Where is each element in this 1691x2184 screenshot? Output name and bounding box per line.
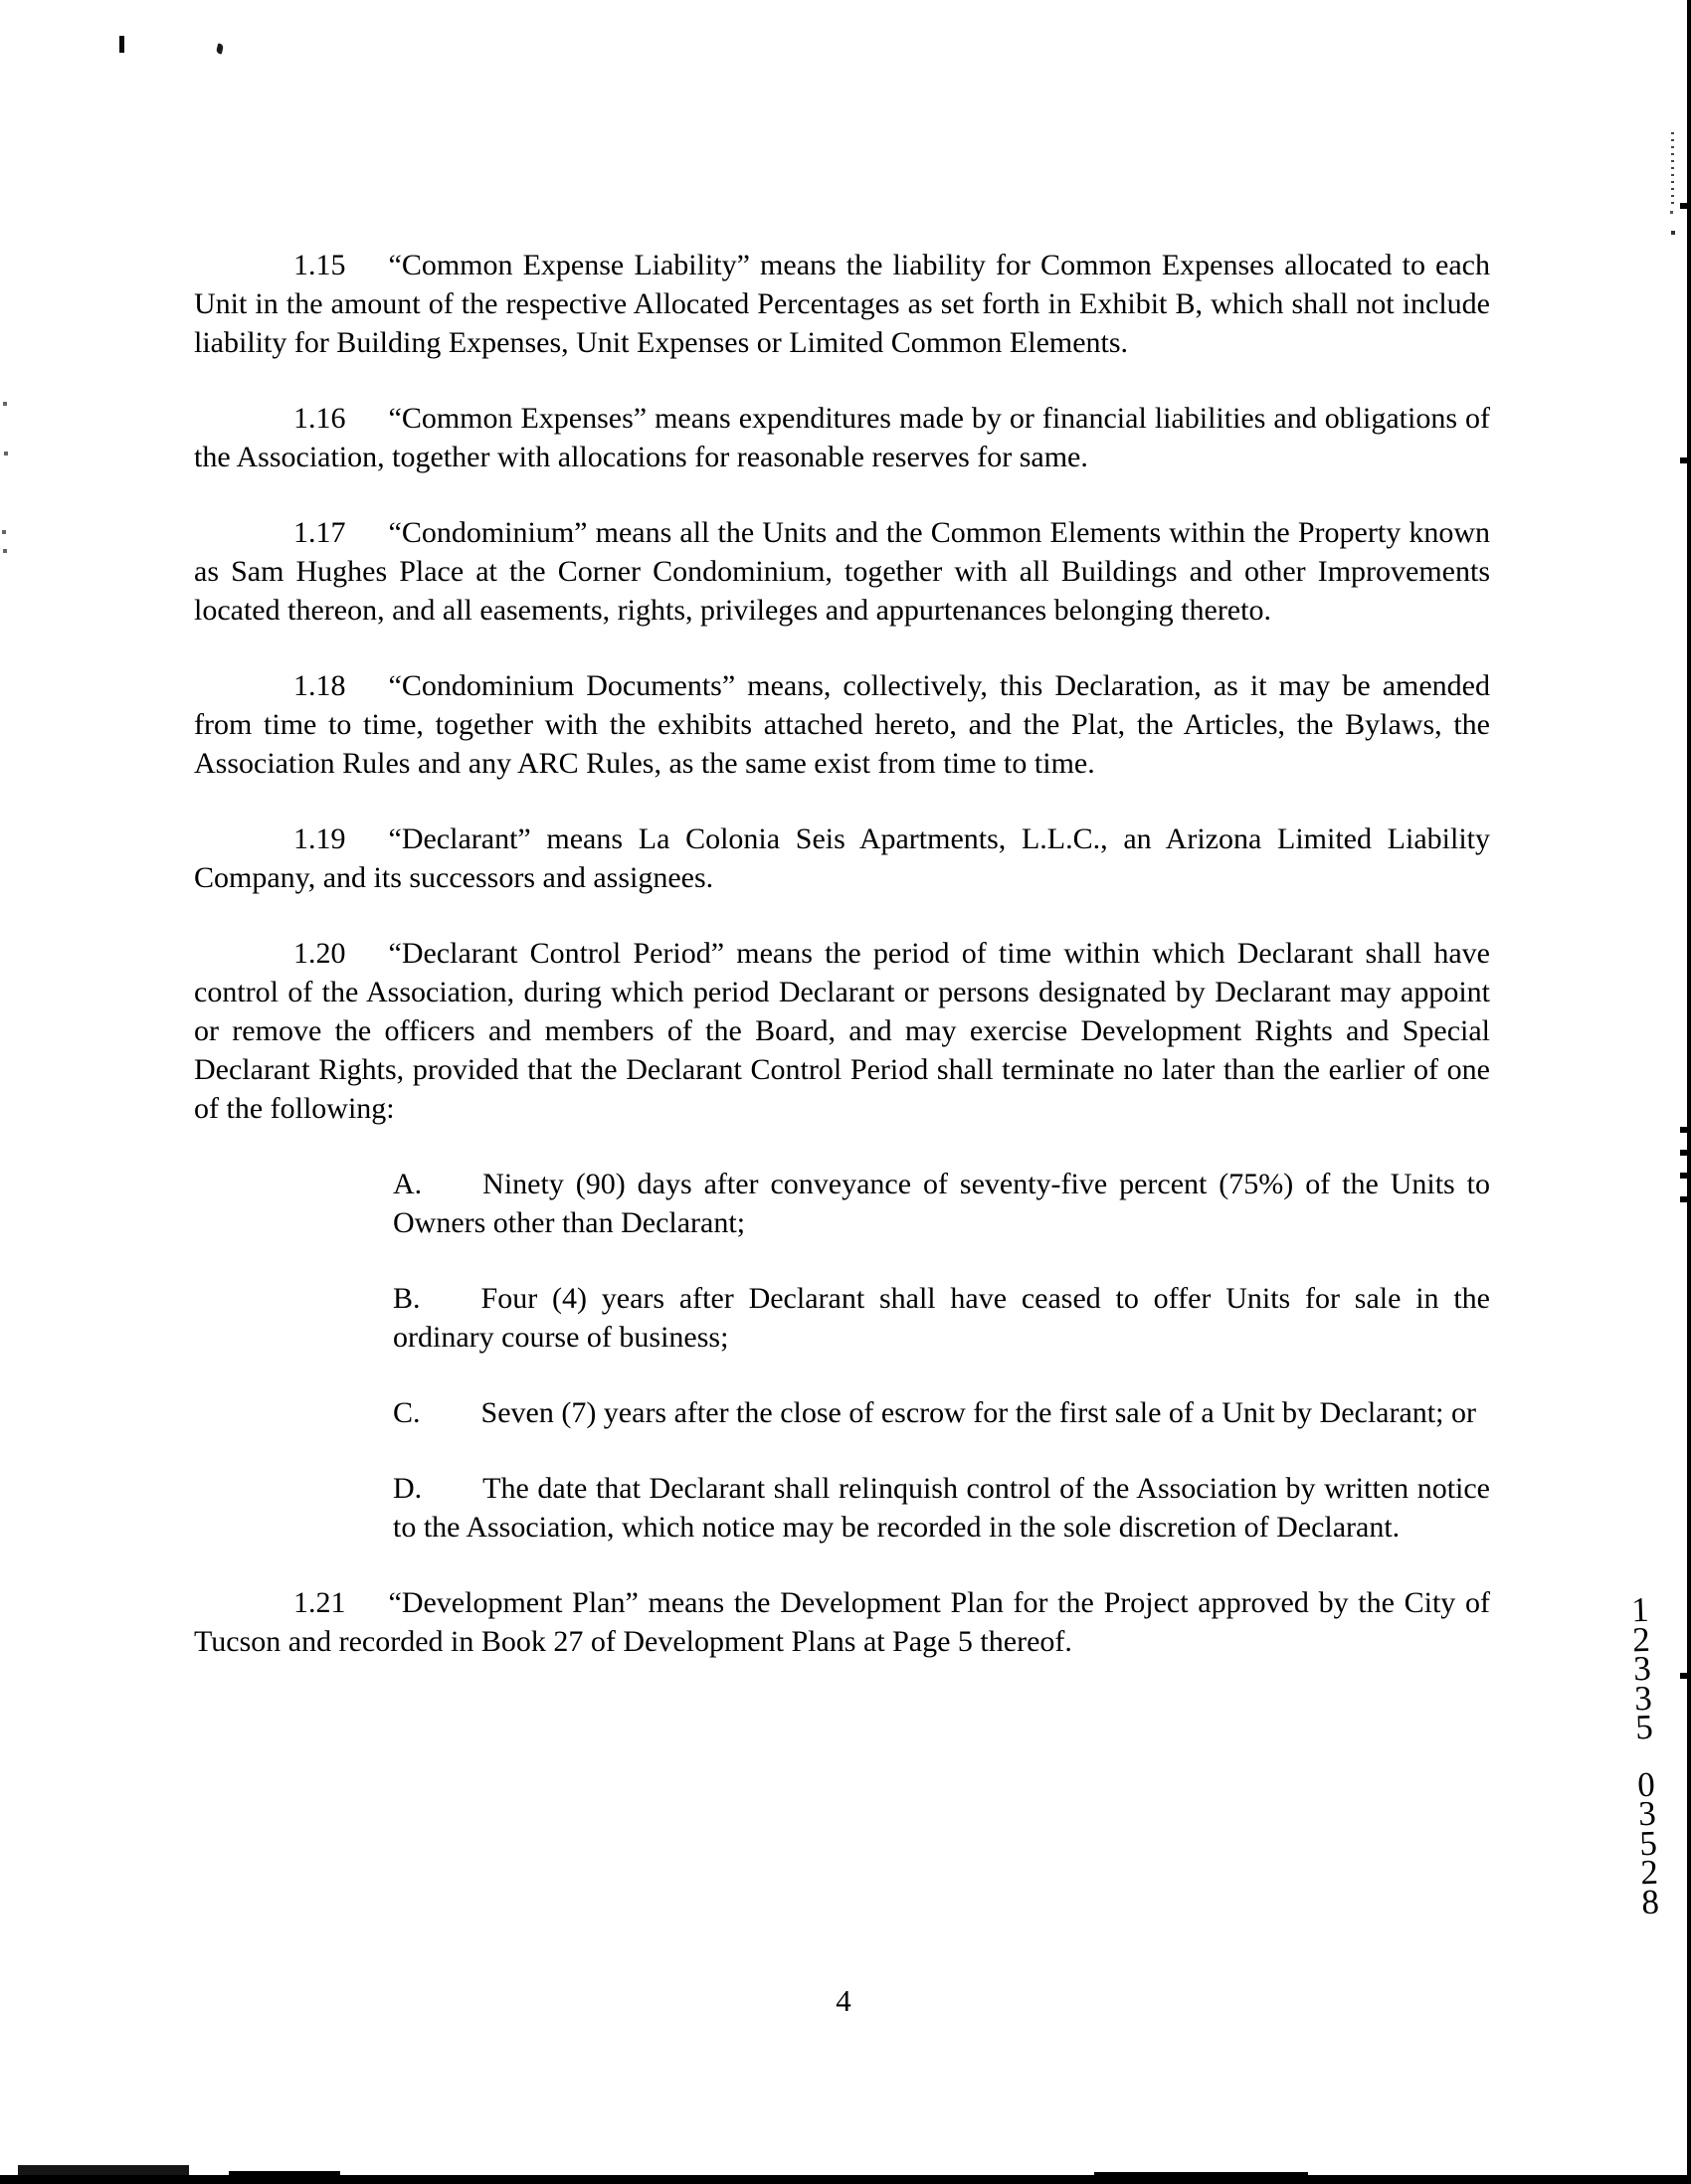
- recorder-stamp-number: [1619, 1589, 1670, 1921]
- scan-edge-tick: [1680, 1196, 1688, 1202]
- subitem-letter: A.: [393, 1168, 423, 1200]
- scan-edge-tick: [1680, 1127, 1688, 1133]
- definition-paragraph-1-16: [194, 399, 1490, 476]
- scan-edge-tick: [1680, 457, 1688, 463]
- section-text: “Declarant Control Period” means the period of time within which Declarant shall have control of the Association, during which period Declarant or persons designated by Declarant may appoint or remove the officers and members of the Board, and may exercise Development Rights and Special Declarant Rights, provided that the Declarant Control Period shall terminate no later than the earlier of one of the following:: [194, 937, 1490, 1125]
- definition-paragraph-1-18: [194, 666, 1490, 783]
- subitem-b: [393, 1279, 1490, 1357]
- section-number: 1.18: [293, 669, 346, 702]
- stamp-digit: 3: [1633, 1678, 1653, 1718]
- subitem-text: Seven (7) years after the close of escrow for the first sale of a Unit by Declarant; or: [480, 1396, 1476, 1429]
- scan-edge-tick: [1680, 1673, 1688, 1679]
- stamp-digit: 5: [1638, 1823, 1658, 1863]
- section-text: “Common Expense Liability” means the liability for Common Expenses allocated to each Unit in the amount of the respective Allocated Percentages as set forth in Exhibit B, which shall not include liability for Building Expenses, Unit Expenses or Limited Common Elements.: [194, 249, 1490, 359]
- subitem-d: [393, 1469, 1490, 1547]
- section-text: “Condominium” means all the Units and the Common Elements within the Property known as Sam Hughes Place at the Corner Condominium, together with all Buildings and other Improvements located thereon, and all easements, rights, privileges and appurtenances belonging thereto.: [194, 516, 1490, 627]
- scan-artifact-dotted-line: [1671, 132, 1674, 204]
- stamp-digit: 8: [1640, 1882, 1660, 1921]
- scan-artifact-comma: [216, 43, 224, 54]
- scan-artifact-dot: [1671, 231, 1675, 235]
- definition-paragraph-1-19: [194, 819, 1490, 897]
- scan-artifact-speck: [2, 530, 6, 534]
- definition-paragraph-1-21: [194, 1583, 1490, 1661]
- scan-edge-tick: [1680, 1173, 1688, 1179]
- subitem-letter: C.: [393, 1396, 421, 1429]
- subitem-text: Ninety (90) days after conveyance of seventy-five percent (75%) of the Units to Owners other than Declarant;: [393, 1168, 1490, 1239]
- scan-edge-line: [1687, 0, 1691, 2184]
- stamp-digit: 3: [1637, 1793, 1657, 1834]
- subitem-c: [393, 1393, 1490, 1432]
- section-text: “Condominium Documents” means, collectively, this Declaration, as it may be amended from time to time, together with the exhibits attached hereto, and the Plat, the Articles, the Bylaws, the Association Rules and any ARC Rules, as the same exist from time to time.: [194, 669, 1490, 780]
- stamp-digit: 3: [1632, 1648, 1652, 1689]
- page-number: 4: [836, 1983, 851, 2018]
- subitem-a: [393, 1165, 1490, 1242]
- section-number: 1.19: [293, 822, 346, 855]
- subitem-list: [393, 1165, 1490, 1547]
- stamp-digit: 2: [1631, 1619, 1651, 1659]
- subitem-text: The date that Declarant shall relinquish control of the Association by written notice to the Association, which notice may be recorded in the sole discretion of Declarant.: [393, 1472, 1490, 1544]
- stamp-digit: 1: [1630, 1589, 1650, 1630]
- scan-edge-tick: [1680, 203, 1688, 209]
- section-number: 1.17: [293, 516, 346, 549]
- section-number: 1.15: [293, 249, 346, 281]
- section-number: 1.20: [293, 937, 346, 970]
- scan-edge-tick: [1680, 1150, 1688, 1156]
- subitem-letter: B.: [393, 1282, 421, 1315]
- scan-artifact-tick: [119, 36, 124, 53]
- scan-artifact-dot: [1670, 211, 1673, 214]
- subitem-letter: D.: [393, 1472, 423, 1505]
- document-body: [194, 246, 1490, 1698]
- definition-paragraph-1-17: [194, 513, 1490, 630]
- definition-paragraph-1-15: [194, 246, 1490, 362]
- section-text: “Development Plan” means the Development Plan for the Project approved by the City of Tucson and recorded in Book 27 of Development Plans at Page 5 thereof.: [194, 1586, 1490, 1658]
- definition-paragraph-1-20: [194, 934, 1490, 1128]
- scan-artifact-speck: [3, 402, 7, 406]
- section-number: 1.21: [293, 1586, 346, 1619]
- scan-bottom-bar: [0, 2175, 1691, 2184]
- stamp-digit: 5: [1634, 1707, 1654, 1747]
- section-number: 1.16: [293, 402, 346, 435]
- section-text: “Common Expenses” means expenditures made by or financial liabilities and obligations of the Association, together with allocations for reasonable reserves for same.: [194, 402, 1490, 473]
- subitem-text: Four (4) years after Declarant shall have ceased to offer Units for sale in the ordinary course of business;: [393, 1282, 1490, 1354]
- scan-artifact-speck: [4, 452, 8, 455]
- section-text: “Declarant” means La Colonia Seis Apartments, L.L.C., an Arizona Limited Liability Company, and its successors and assignees.: [194, 822, 1490, 894]
- stamp-digit: 2: [1639, 1852, 1659, 1893]
- stamp-digit: 0: [1636, 1764, 1656, 1804]
- scan-artifact-speck: [3, 549, 7, 553]
